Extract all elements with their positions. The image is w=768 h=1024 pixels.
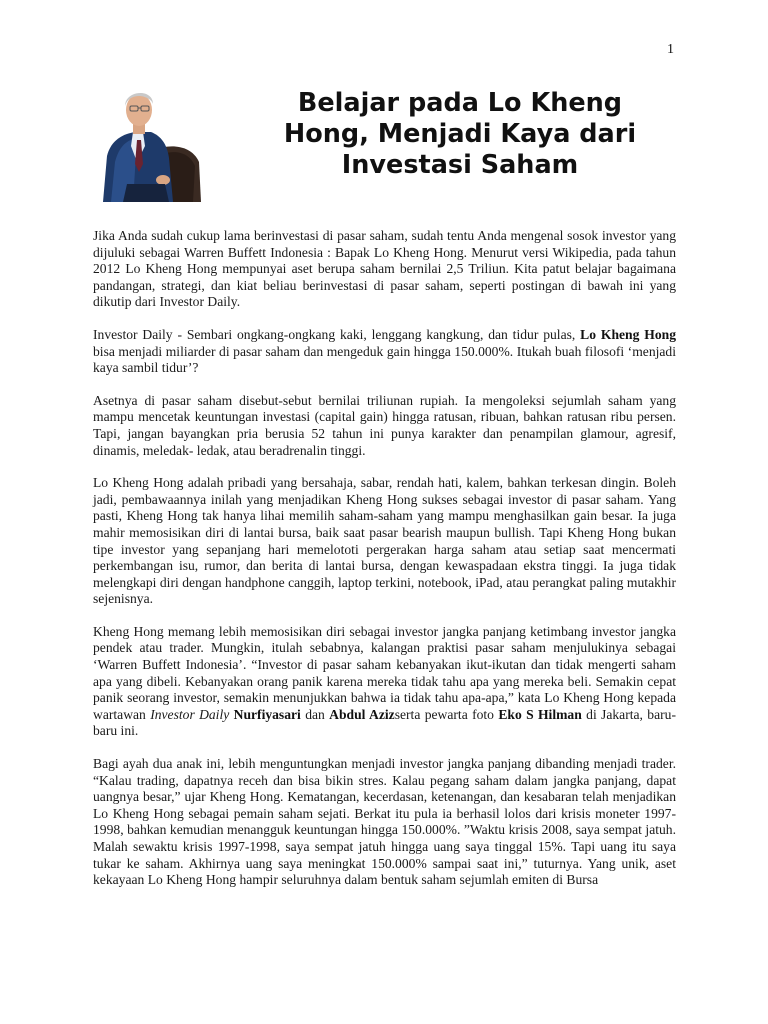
article-body	[93, 228, 676, 905]
paragraph-3: Asetnya di pasar saham disebut-sebut bernilai triliunan rupiah. Ia mengoleksi sejumlah saham yang mampu mencetak keuntungan investasi (capital gain) hingga ratusan, ribuan, bahkan ratusan ribu persen. Tapi, jangan bayangkan pria berusia 52 tahun ini punya karakter dan penampilan glamour, agresif, dinamis, meledak- ledak, atau beradrenalin tinggi.	[93, 392, 676, 458]
name-lo-kheng-hong: Lo Kheng Hong	[580, 326, 676, 342]
paragraph-2-rest: bisa menjadi miliarder di pasar saham dan mengeduk gain hingga 150.000%. Itukah buah filosofi ‘menjadi kaya sambil tidur’?	[93, 343, 676, 376]
page-number: 1	[667, 42, 674, 57]
paragraph-5-end: di Jakarta, baru-baru ini.	[93, 706, 676, 739]
reporter-name-1: Nurfiyasari	[233, 706, 301, 722]
paragraph-1: Jika Anda sudah cukup lama berinvestasi di pasar saham, sudah tentu Anda mengenal sosok investor yang dijuluki sebagai Warren Buffett Indonesia : Bapak Lo Kheng Hong. Menurut versi Wikipedia, pada tahun 2012 Lo Kheng Hong mempunyai aset berupa saham bernilai 2,5 Triliun. Kita patut belajar bagaimana pandangan, strategi, dan kiat beliau berinvestasi di pasar saham, seperti postingan di bawah ini yang dikutip dari Investor Daily.	[93, 228, 676, 310]
paragraph-2	[93, 327, 676, 377]
paragraph-6: Bagi ayah dua anak ini, lebih menguntungkan menjadi investor jangka panjang dibanding menjadi trader. “Kalau trading, dapatnya receh dan bisa bikin stres. Kalau pegang saham dalam jangka panjang, dapat uangnya besar,” ujar Kheng Hong. Kematangan, kecerdasan, ketenangan, dan kesabaran telah menjadikan Lo Kheng Hong sebagai pemain saham sejati. Berkat itu pula ia berhasil lolos dari krisis moneter 1997- 1998, bahkan kemudian menangguk keuntungan hingga 150.000%. ”Waktu krisis 2008, saya sempat jatuh. Malah sewaktu krisis 1997-1998, saya sempat jatuh hingga uang saya tinggal 15%. Tapi uang itu saya tukar ke saham. Akhirnya uang saya meningkat 150.000% sampai saat ini,” tuturnya. Yang unik, aset kekayaan Lo Kheng Hong hampir seluruhnya dalam bentuk saham sejumlah emiten di Bursa	[93, 756, 676, 888]
portrait-illustration	[93, 84, 203, 202]
conjunction-text: dan	[305, 706, 325, 722]
paragraph-2-intro: Investor Daily - Sembari ongkang-ongkang kaki, lenggang kangkung, dan tidur pulas,	[93, 326, 576, 342]
paragraph-5-main: Kheng Hong memang lebih memosisikan diri sebagai investor jangka panjang ketimbang investor jangka pendek atau trader. Mungkin, itulah sebabnya, kalangan praktisi pasar saham menjulukinya sebagai ‘Warren Buffett Indonesia’. “Investor di pasar saham kebanyakan ikut-ikutan dan tidak mengerti saham apa yang dibeli. Kebanyakan orang panik karena mereka tidak tahu apa yang mereka beli. Semakin cepat panik seorang investor, semakin menunjukkan bahwa ia tidak tahu apa-apa,” kata Lo Kheng Hong kepada wartawan	[93, 623, 676, 722]
photographer-label: serta pewarta foto	[394, 706, 494, 722]
article-title: Belajar pada Lo Kheng Hong, Menjadi Kaya dari Investasi Saham	[283, 88, 637, 180]
publication-name: Investor Daily	[150, 706, 230, 722]
paragraph-4: Lo Kheng Hong adalah pribadi yang bersahaja, sabar, rendah hati, kalem, bahkan terkesan dingin. Boleh jadi, pembawaannya inilah yang menjadikan Kheng Hong sukses sebagai investor di pasar saham. Yang pasti, Kheng Hong tak hanya lihai memilih saham-saham yang mampu menghasilkan gain besar. Ia juga mahir memosisikan diri di lantai bursa, baik saat pasar bearish maupun bullish. Tapi Kheng Hong bukan tipe investor yang sepanjang hari memelototi pergerakan harga saham atau setiap saat mencermati perkembangan isu, rumor, dan berita di lantai bursa, dengan kewaspadaan ekstra tinggi. Ia juga tidak melengkapi diri dengan handphone canggih, laptop terkini, notebook, iPad, atau perangkat paling mutakhir sejenisnya.	[93, 475, 676, 607]
photographer-name: Eko S Hilman	[498, 706, 582, 722]
reporter-name-2: Abdul Aziz	[329, 706, 395, 722]
portrait-photo	[93, 84, 203, 202]
paragraph-5	[93, 624, 676, 740]
